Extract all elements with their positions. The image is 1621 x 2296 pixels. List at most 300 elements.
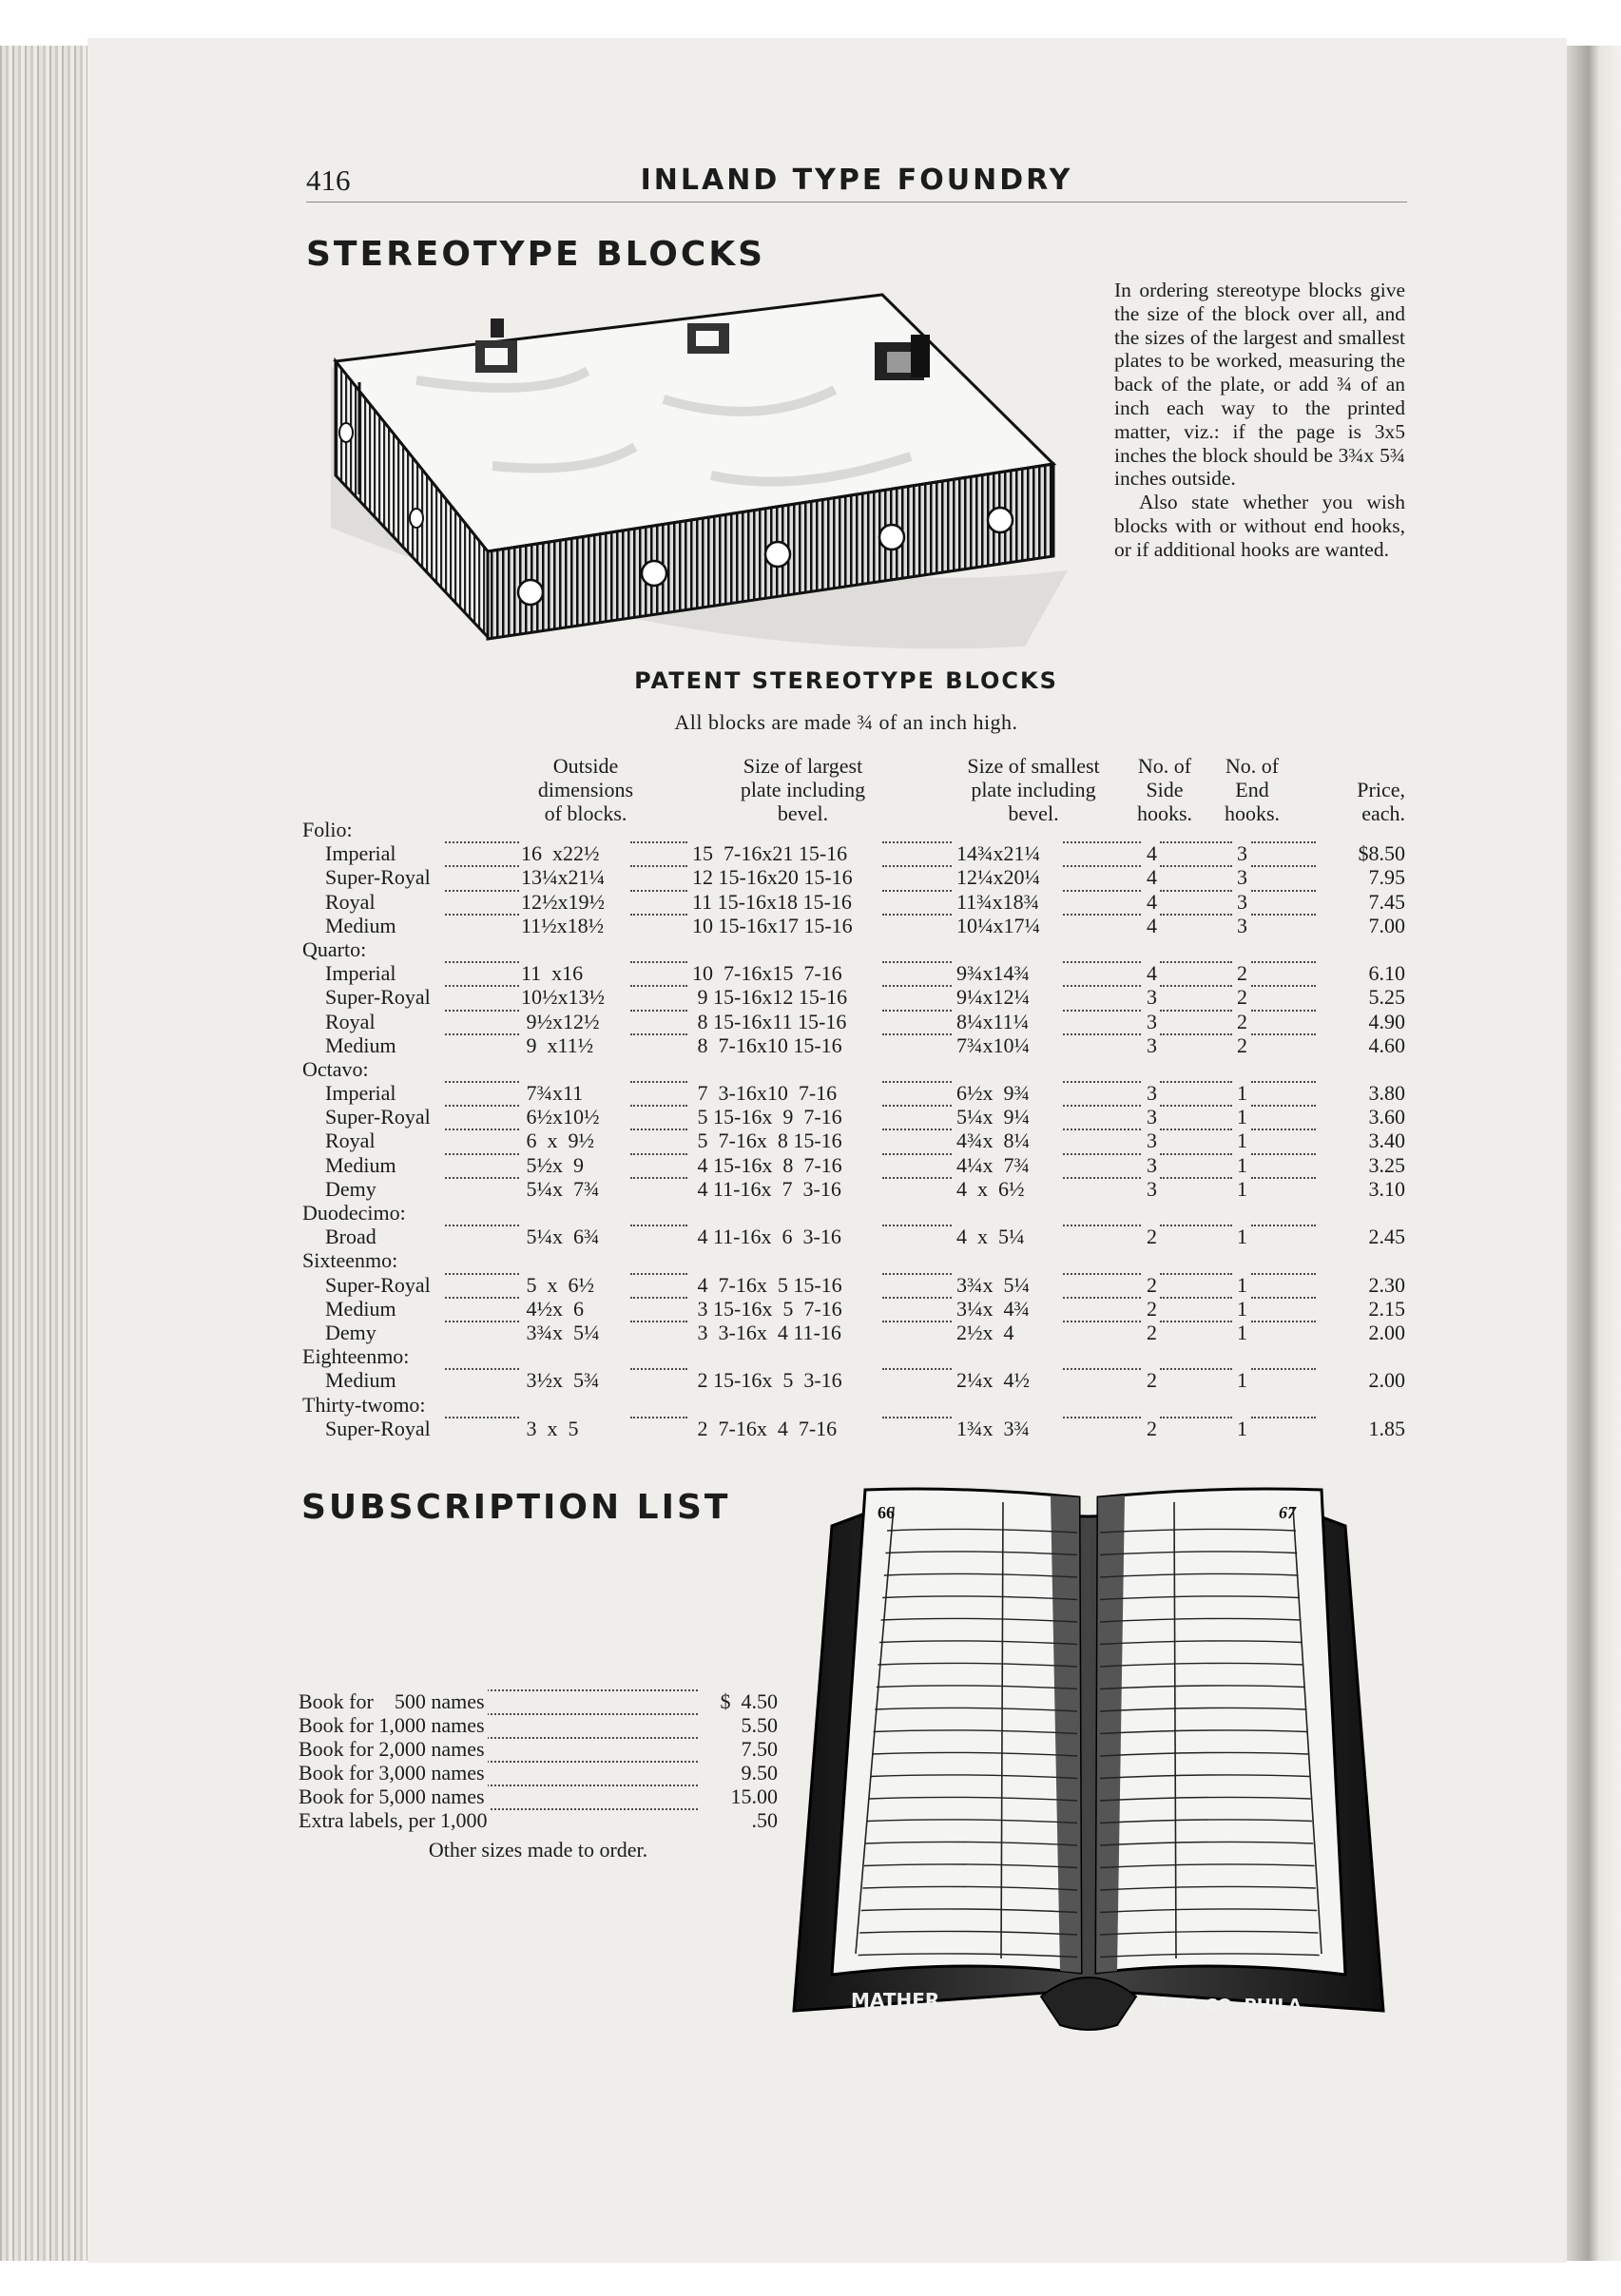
ordering-paragraph: In ordering stereotype blocks give the size of the block over all, and the sizes of the largest and smallest plates to be worked, measuring the back of the plate, or add ¾ of an inch each way to the printed matter, viz.: if the page is 3x5 inches the block should be 3¾x 5¾ inches outside. (1114, 279, 1405, 491)
outside-dimensions: 6 x 9½ (521, 1129, 594, 1153)
end-hooks: 1 (1237, 1272, 1247, 1297)
hooks-paragraph: Also state whether you wish blocks with or without end hooks, or if additional hooks are wanted. (1114, 491, 1405, 561)
dot-leader (630, 1297, 687, 1299)
dot-leader (630, 1033, 687, 1035)
table-row (302, 1368, 1405, 1392)
side-hooks: 2 (1147, 1272, 1157, 1297)
subscription-item-price: 9.50 (741, 1761, 778, 1785)
dot-leader (1063, 961, 1141, 963)
side-hooks: 2 (1147, 1320, 1157, 1344)
smallest-plate: 7¾x10¼ (956, 1032, 1030, 1057)
table-row (302, 1225, 1405, 1248)
outside-dimensions: 11 x16 (521, 961, 584, 986)
largest-plate: 12 15-16x20 15-16 (692, 865, 853, 890)
dot-leader (1251, 841, 1316, 843)
dot-leader (1251, 1321, 1316, 1322)
dot-leader (1063, 1225, 1141, 1226)
price: 5.25 (1368, 985, 1405, 1010)
subscription-item-label: Book for 2,000 names (299, 1737, 488, 1761)
table-row (302, 1081, 1405, 1105)
side-hooks: 3 (1147, 1009, 1157, 1033)
dot-leader (882, 1129, 952, 1130)
end-hooks: 3 (1237, 841, 1247, 866)
subscription-item-price: $ 4.50 (720, 1689, 778, 1713)
end-hooks: 1 (1237, 1176, 1247, 1201)
dot-leader (1251, 1417, 1316, 1418)
outside-dimensions: 7¾x11 (521, 1081, 584, 1106)
table-row (302, 1033, 1405, 1057)
dot-leader (1251, 1273, 1316, 1275)
size-name: Demy (325, 1176, 376, 1201)
end-hooks: 2 (1237, 961, 1247, 986)
price-table (302, 818, 1405, 1440)
book-page-number-left: 66 (878, 1503, 895, 1522)
price: 3.40 (1368, 1129, 1405, 1153)
dot-leader (1063, 1321, 1141, 1322)
outside-dimensions: 3¾x 5¼ (521, 1320, 600, 1344)
largest-plate: 8 7-16x10 15-16 (692, 1032, 842, 1057)
price: 4.60 (1368, 1032, 1405, 1057)
side-hooks: 2 (1147, 1368, 1157, 1393)
smallest-plate: 1¾x 3¾ (956, 1416, 1030, 1440)
table-row (302, 914, 1405, 937)
side-hooks: 4 (1147, 913, 1157, 937)
dot-leader (445, 961, 519, 963)
end-hooks: 1 (1237, 1105, 1247, 1129)
dot-leader (1160, 985, 1232, 987)
dot-leader (1063, 890, 1141, 892)
side-hooks: 3 (1147, 1081, 1157, 1106)
dot-leader (1160, 1081, 1232, 1083)
dot-leader (882, 1177, 952, 1179)
outside-dimensions: 5¼x 6¾ (521, 1225, 600, 1249)
group-name: Quarto: (302, 936, 367, 961)
dot-leader (882, 1033, 952, 1035)
smallest-plate: 9¼x12¼ (956, 985, 1030, 1010)
col-header-side-hooks: No. of Side hooks. (1136, 754, 1193, 825)
dot-leader (882, 1225, 952, 1226)
price: 3.25 (1368, 1152, 1405, 1177)
smallest-plate: 8¼x11¼ (956, 1009, 1030, 1033)
page-title: INLAND TYPE FOUNDRY (640, 164, 1073, 197)
largest-plate: 10 15-16x17 15-16 (692, 913, 853, 937)
price: 6.10 (1368, 961, 1405, 986)
largest-plate: 11 15-16x18 15-16 (692, 889, 852, 914)
largest-plate: 3 15-16x 5 7-16 (692, 1296, 842, 1321)
dot-leader (1063, 1177, 1141, 1179)
largest-plate: 9 15-16x12 15-16 (692, 985, 848, 1010)
dot-leader (882, 890, 952, 892)
dot-leader (882, 1105, 952, 1107)
dot-leader (445, 1010, 519, 1012)
book-spine-edge (1567, 46, 1621, 2261)
subscription-item-price: 7.50 (741, 1737, 778, 1761)
table-row (302, 1321, 1405, 1344)
end-hooks: 1 (1237, 1129, 1247, 1153)
dot-leader (882, 1273, 952, 1275)
dot-leader (445, 1129, 519, 1130)
dot-leader (1251, 1297, 1316, 1299)
dot-leader (882, 865, 952, 867)
subscription-item-label: Book for 5,000 names (299, 1785, 488, 1808)
dot-leader (1063, 985, 1141, 987)
dot-leader (1160, 1105, 1232, 1107)
ordering-instructions (1114, 279, 1405, 562)
outside-dimensions: 6½x10½ (521, 1105, 600, 1129)
subscription-item-label: Extra labels, per 1,000 (299, 1808, 491, 1832)
price: $8.50 (1358, 841, 1405, 866)
dot-leader (882, 841, 952, 843)
dot-leader (882, 1010, 952, 1012)
price: 7.00 (1368, 913, 1405, 937)
end-hooks: 1 (1237, 1152, 1247, 1177)
dot-leader (1063, 1081, 1141, 1083)
table-row (302, 890, 1405, 914)
dot-leader (630, 1177, 687, 1179)
end-hooks: 2 (1237, 985, 1247, 1010)
outside-dimensions: 13¼x21¼ (521, 865, 605, 890)
dot-leader (1160, 1177, 1232, 1179)
smallest-plate: 10¼x17¼ (956, 913, 1040, 937)
end-hooks: 1 (1237, 1416, 1247, 1440)
book-page-edges (0, 46, 87, 2261)
dot-leader (1160, 1153, 1232, 1155)
dot-leader (1063, 914, 1141, 916)
dot-leader (445, 1033, 519, 1035)
price: 3.10 (1368, 1176, 1405, 1201)
subscription-price-list (299, 1689, 778, 1862)
col-header-price: Price, each. (1357, 778, 1405, 825)
side-hooks: 4 (1147, 841, 1157, 866)
smallest-plate: 9¾x14¾ (956, 961, 1030, 986)
price: 7.95 (1368, 865, 1405, 890)
size-name: Super-Royal (325, 1272, 431, 1297)
price: 2.00 (1368, 1368, 1405, 1393)
table-row (302, 1129, 1405, 1152)
largest-plate: 8 15-16x11 15-16 (692, 1009, 847, 1033)
stereotype-heading: STEREOTYPE BLOCKS (306, 235, 766, 274)
subscription-item (299, 1785, 778, 1808)
outside-dimensions: 5 x 6½ (521, 1272, 594, 1297)
size-name: Demy (325, 1320, 376, 1344)
group-name: Octavo: (302, 1056, 369, 1081)
dot-leader (1063, 865, 1141, 867)
dot-leader (1251, 1177, 1316, 1179)
end-hooks: 2 (1237, 1032, 1247, 1057)
dot-leader (882, 1297, 952, 1299)
table-group-heading (302, 1248, 1405, 1272)
subscription-heading: SUBSCRIPTION LIST (301, 1488, 731, 1527)
dot-leader (630, 1273, 687, 1275)
smallest-plate: 4 x 5¼ (956, 1225, 1025, 1249)
smallest-plate: 12¼x20¼ (956, 865, 1040, 890)
dot-leader (882, 1153, 952, 1155)
dot-leader (1160, 1225, 1232, 1226)
table-group-heading (302, 1393, 1405, 1417)
dot-leader (630, 1321, 687, 1322)
col-header-largest: Size of largest plate including bevel. (740, 754, 866, 825)
side-hooks: 3 (1147, 1032, 1157, 1057)
subscription-book-illustration (775, 1478, 1393, 2035)
dot-leader (1063, 1105, 1141, 1107)
outside-dimensions: 9½x12½ (521, 1009, 600, 1033)
outside-dimensions: 11½x18½ (521, 913, 605, 937)
dot-leader (882, 1417, 952, 1418)
subscription-item-price: 5.50 (741, 1713, 778, 1737)
dot-leader (1063, 1010, 1141, 1012)
dot-leader (1160, 841, 1232, 843)
table-row (302, 865, 1405, 889)
side-hooks: 4 (1147, 961, 1157, 986)
group-name: Duodecimo: (302, 1201, 406, 1225)
dot-leader (630, 841, 687, 843)
book-imprint-right: MF'G.CO. PHILA. (1150, 1996, 1309, 2016)
book-imprint-left: MATHER (851, 1989, 940, 2012)
end-hooks: 3 (1237, 889, 1247, 914)
largest-plate: 2 15-16x 5 3-16 (692, 1368, 842, 1393)
outside-dimensions: 3 x 5 (521, 1416, 579, 1440)
dot-leader (445, 1177, 519, 1179)
dot-leader (445, 1225, 519, 1226)
dot-leader (1251, 890, 1316, 892)
largest-plate: 7 3-16x10 7-16 (692, 1081, 838, 1106)
stereotype-block-illustration (302, 285, 1082, 661)
size-name: Medium (325, 1032, 396, 1057)
dot-leader (630, 1129, 687, 1130)
side-hooks: 4 (1147, 865, 1157, 890)
outside-dimensions: 4½x 6 (521, 1296, 584, 1321)
subscription-item-price: .50 (751, 1808, 778, 1832)
largest-plate: 10 7-16x15 7-16 (692, 961, 842, 986)
figure-caption: PATENT STEREOTYPE BLOCKS (634, 667, 1058, 694)
dot-leader (882, 1081, 952, 1083)
dot-leader (445, 1273, 519, 1275)
dot-leader (1160, 1273, 1232, 1275)
dot-leader (445, 985, 519, 987)
dot-leader (630, 1368, 687, 1370)
dot-leader (1160, 914, 1232, 916)
subscription-item-price: 15.00 (730, 1785, 778, 1808)
dot-leader (1251, 961, 1316, 963)
group-name: Folio: (302, 818, 353, 841)
price: 3.60 (1368, 1105, 1405, 1129)
smallest-plate: 4¾x 8¼ (956, 1129, 1030, 1153)
smallest-plate: 6½x 9¾ (956, 1081, 1030, 1106)
dot-leader (1251, 1105, 1316, 1107)
dot-leader (1160, 1321, 1232, 1322)
largest-plate: 15 7-16x21 15-16 (692, 841, 848, 866)
dot-leader (630, 1105, 687, 1107)
smallest-plate: 3¼x 4¾ (956, 1296, 1030, 1321)
price: 3.80 (1368, 1081, 1405, 1106)
dot-leader (630, 865, 687, 867)
table-row (302, 1153, 1405, 1177)
group-name: Sixteenmo: (302, 1248, 398, 1273)
end-hooks: 1 (1237, 1296, 1247, 1321)
size-name: Imperial (325, 1081, 396, 1106)
side-hooks: 3 (1147, 985, 1157, 1010)
outside-dimensions: 5½x 9 (521, 1152, 584, 1177)
largest-plate: 3 3-16x 4 11-16 (692, 1320, 841, 1344)
subscription-item (299, 1713, 778, 1737)
group-name: Thirty-twomo: (302, 1392, 426, 1417)
dot-leader (1063, 1297, 1141, 1299)
dot-leader (1251, 1368, 1316, 1370)
dot-leader (1063, 1417, 1141, 1418)
smallest-plate: 11¾x18¾ (956, 889, 1040, 914)
dot-leader (445, 1081, 519, 1083)
dot-leader (445, 841, 519, 843)
side-hooks: 2 (1147, 1296, 1157, 1321)
dot-leader (1063, 1129, 1141, 1130)
dot-leader (1251, 1153, 1316, 1155)
size-name: Royal (325, 1009, 376, 1033)
side-hooks: 4 (1147, 889, 1157, 914)
col-header-end-hooks: No. of End hooks. (1224, 754, 1281, 825)
smallest-plate: 4¼x 7¾ (956, 1152, 1030, 1177)
col-header-outside: Outside dimensions of blocks. (537, 754, 634, 825)
size-name: Super-Royal (325, 985, 431, 1010)
dot-leader (1063, 1368, 1141, 1370)
dot-leader (445, 865, 519, 867)
dot-leader (1251, 914, 1316, 916)
dot-leader (882, 961, 952, 963)
dot-leader (1251, 1010, 1316, 1012)
largest-plate: 5 15-16x 9 7-16 (692, 1105, 842, 1129)
largest-plate: 2 7-16x 4 7-16 (692, 1416, 838, 1440)
size-name: Medium (325, 913, 396, 937)
table-row (302, 841, 1405, 865)
dot-leader (1160, 1010, 1232, 1012)
side-hooks: 3 (1147, 1176, 1157, 1201)
col-header-smallest: Size of smallest plate including bevel. (967, 754, 1100, 825)
size-name: Imperial (325, 961, 396, 986)
side-hooks: 3 (1147, 1129, 1157, 1153)
smallest-plate: 2¼x 4½ (956, 1368, 1030, 1393)
dot-leader (1251, 865, 1316, 867)
dot-leader (1160, 1417, 1232, 1418)
table-row (302, 985, 1405, 1009)
subscription-item (299, 1689, 778, 1713)
smallest-plate: 3¾x 5¼ (956, 1272, 1030, 1297)
dot-leader (1251, 1225, 1316, 1226)
price: 2.15 (1368, 1296, 1405, 1321)
side-hooks: 3 (1147, 1152, 1157, 1177)
end-hooks: 3 (1237, 865, 1247, 890)
end-hooks: 1 (1237, 1225, 1247, 1249)
table-group-heading (302, 1344, 1405, 1368)
smallest-plate: 5¼x 9¼ (956, 1105, 1030, 1129)
dot-leader (882, 914, 952, 916)
dot-leader (630, 1153, 687, 1155)
price: 4.90 (1368, 1009, 1405, 1033)
size-name: Medium (325, 1152, 396, 1177)
price: 2.00 (1368, 1320, 1405, 1344)
dot-leader (445, 1153, 519, 1155)
table-row (302, 1177, 1405, 1201)
dot-leader (630, 1010, 687, 1012)
dot-leader (445, 890, 519, 892)
side-hooks: 3 (1147, 1105, 1157, 1129)
outside-dimensions: 16 x22½ (521, 841, 600, 866)
largest-plate: 4 15-16x 8 7-16 (692, 1152, 842, 1177)
subscription-note: Other sizes made to order. (428, 1838, 648, 1862)
price: 2.45 (1368, 1225, 1405, 1249)
subscription-item (299, 1761, 778, 1785)
dot-leader (445, 1321, 519, 1322)
group-name: Eighteenmo: (302, 1344, 410, 1369)
outside-dimensions: 5¼x 7¾ (521, 1176, 600, 1201)
dot-leader (1160, 1129, 1232, 1130)
size-name: Super-Royal (325, 1416, 431, 1440)
end-hooks: 3 (1237, 913, 1247, 937)
table-row (302, 1105, 1405, 1129)
dot-leader (882, 1321, 952, 1322)
dot-leader (445, 914, 519, 916)
largest-plate: 5 7-16x 8 15-16 (692, 1129, 842, 1153)
end-hooks: 1 (1237, 1368, 1247, 1393)
dot-leader (1160, 1297, 1232, 1299)
size-name: Royal (325, 889, 376, 914)
dot-leader (445, 1297, 519, 1299)
table-group-heading (302, 818, 1405, 841)
size-name: Super-Royal (325, 1105, 431, 1129)
table-row (302, 1010, 1405, 1033)
dot-leader (1251, 1081, 1316, 1083)
smallest-plate: 2½x 4 (956, 1320, 1014, 1344)
table-row (302, 961, 1405, 985)
outside-dimensions: 12½x19½ (521, 889, 605, 914)
side-hooks: 2 (1147, 1416, 1157, 1440)
table-group-heading (302, 937, 1405, 961)
price: 1.85 (1368, 1416, 1405, 1440)
largest-plate: 4 11-16x 6 3-16 (692, 1225, 841, 1249)
side-hooks: 2 (1147, 1225, 1157, 1249)
dot-leader (445, 1417, 519, 1418)
page-number: 416 (306, 164, 351, 197)
size-name: Medium (325, 1368, 396, 1393)
dot-leader (445, 1105, 519, 1107)
dot-leader (630, 914, 687, 916)
dot-leader (882, 1368, 952, 1370)
book-page-number-right: 67 (1279, 1503, 1296, 1522)
subscription-item-label: Book for 500 names (299, 1689, 488, 1713)
outside-dimensions: 9 x11½ (521, 1032, 594, 1057)
table-row (302, 1273, 1405, 1297)
subscription-item (299, 1808, 778, 1832)
table-row (302, 1417, 1405, 1440)
smallest-plate: 4 x 6½ (956, 1176, 1025, 1201)
dot-leader (630, 1417, 687, 1418)
dot-leader (1063, 841, 1141, 843)
dot-leader (1251, 985, 1316, 987)
size-name: Super-Royal (325, 865, 431, 890)
size-name: Medium (325, 1296, 396, 1321)
subscription-item-label: Book for 3,000 names (299, 1761, 488, 1785)
dot-leader (630, 961, 687, 963)
outside-dimensions: 10½x13½ (521, 985, 605, 1010)
dot-leader (1160, 890, 1232, 892)
end-hooks: 1 (1237, 1081, 1247, 1106)
size-name: Royal (325, 1129, 376, 1153)
table-group-heading (302, 1057, 1405, 1081)
smallest-plate: 14¾x21¼ (956, 841, 1040, 866)
largest-plate: 4 11-16x 7 3-16 (692, 1176, 841, 1201)
table-row (302, 1297, 1405, 1321)
dot-leader (630, 985, 687, 987)
dot-leader (1251, 1129, 1316, 1130)
dot-leader (1160, 1368, 1232, 1370)
